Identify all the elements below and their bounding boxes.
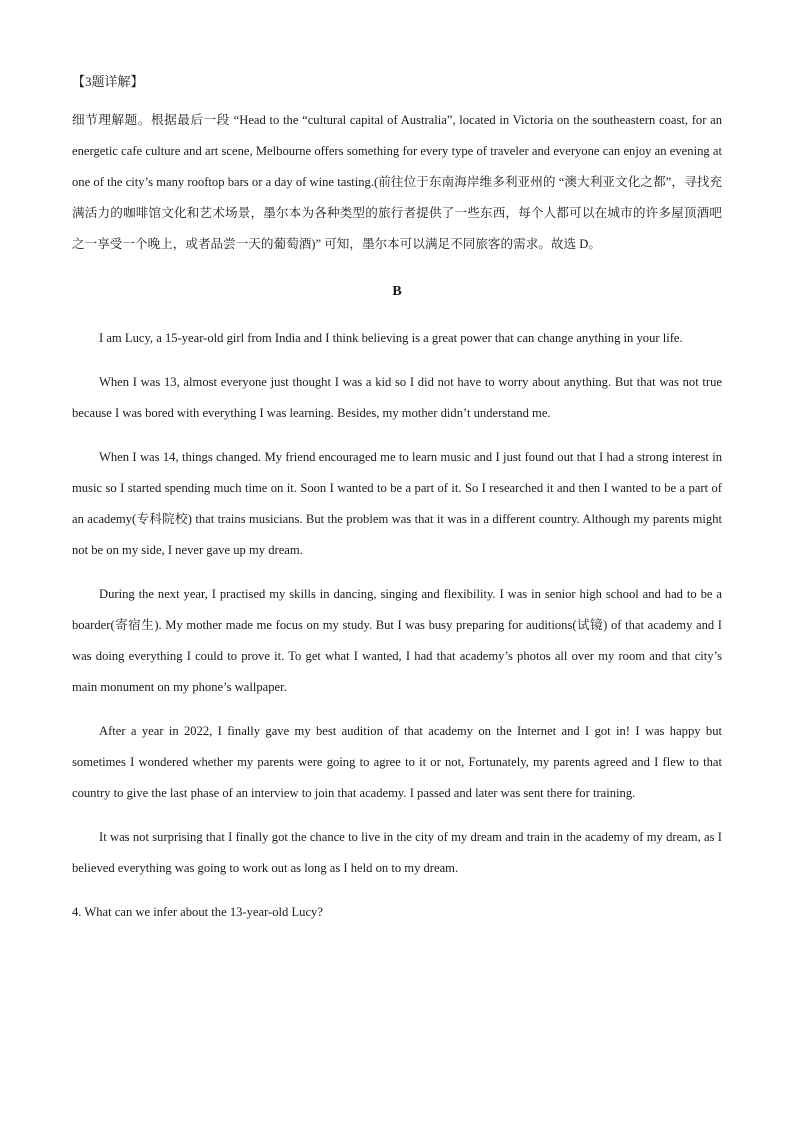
passage-paragraph-4: During the next year, I practised my skills in dancing, singing and flexibility. I was in senior high school and had to be a boarder(寄宿生). My mother made me focus on my study. But I was busy preparing for auditions(试镜) of that academy and I was doing everything I could to prove it. To get what I wanted, I had that academy’s photos all over my room and that city’s main monument on my phone’s wallpaper. <box>72 587 722 694</box>
passage-paragraph-3: When I was 14, things changed. My friend encouraged me to learn music and I just found out that I had a strong interest in music so I started spending much time on it. Soon I wanted to be a part of it. So I researched it and then I wanted to be a part of an academy(专科院校) that trains musicians. But the problem was that it was in a different country. Although my parents might not be on my side, I never gave up my dream. <box>72 450 722 557</box>
analysis-text: 细节理解题。根据最后一段 “Head to the “cultural capital of Australia”, located in Victoria on the southeastern coast, for an energetic cafe culture and art scene, Melbourne offers something for every type of traveler and everyone can enjoy an evening at one of the city’s many rooftop bars or a day of wine tasting.(前往位于东南海岸维多利亚州的 “澳大利亚文化之都”，寻找充满活力的咖啡馆文化和艺术场景，墨尔本为各种类型的旅行者提供了一些东西，每个人都可以在城市的许多屋顶酒吧之一享受一个晚上，或者品尝一天的葡萄酒)” 可知，墨尔本可以满足不同旅客的需求。故选 D。 <box>72 113 722 251</box>
question-4: 4. What can we infer about the 13-year-old Lucy? <box>72 905 323 919</box>
document-page <box>72 66 722 928</box>
passage-paragraph-6: It was not surprising that I finally got the chance to live in the city of my dream and train in the academy of my dream, as I believed everything was going to work out as long as I held on to my dream. <box>72 830 722 875</box>
passage-title: B <box>392 284 402 299</box>
analysis-heading: 【3题详解】 <box>72 74 144 89</box>
passage-paragraph-1: I am Lucy, a 15-year-old girl from India and I think believing is a great power that can change anything in your life. <box>99 331 683 345</box>
passage-paragraph-2: When I was 13, almost everyone just thought I was a kid so I did not have to worry about anything. But that was not true because I was bored with everything I was learning. Besides, my mother didn’t understand me. <box>72 375 722 420</box>
passage-paragraph-5: After a year in 2022, I finally gave my best audition of that academy on the Internet and I got in! I was happy but sometimes I wondered whether my parents were going to agree to it or not, Fortunately, my parents agreed and I flew to that country to give the last phase of an interview to join that academy. I passed and later was sent there for training. <box>72 724 722 800</box>
